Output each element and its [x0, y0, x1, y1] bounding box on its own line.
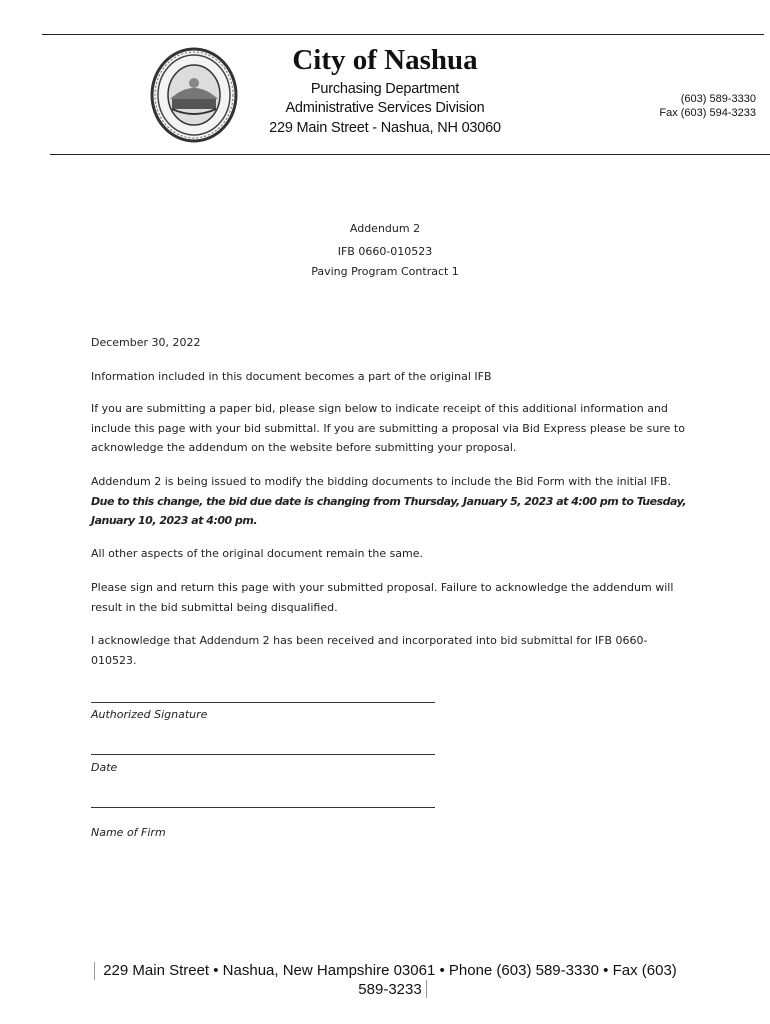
- fax-number: Fax (603) 594-3233: [659, 107, 756, 119]
- division-name: Administrative Services Division: [285, 100, 485, 116]
- paragraph-intro: Information included in this document becomes a part of the original IFB: [91, 370, 492, 383]
- paragraph-addendum-purpose: [91, 472, 691, 531]
- paragraph-acknowledgement: I acknowledge that Addendum 2 has been received and incorporated into bid submittal for IFB 0660-010523.: [91, 634, 648, 667]
- ifb-number: IFB 0660-010523: [337, 245, 433, 258]
- department-name: Purchasing Department: [310, 81, 460, 97]
- document-date: December 30, 2022: [91, 336, 201, 349]
- footer-address: 229 Main Street • Nashua, New Hampshire 03061 • Phone (603) 589-3330 • Fax (603) 589-3233: [103, 962, 677, 998]
- phone-number: (603) 589-3330: [680, 93, 756, 105]
- header-bottom-rule: [50, 154, 770, 155]
- authorized-signature-label: Authorized Signature: [91, 708, 208, 721]
- due-date-change-notice: Due to this change, the bid due date is changing from Thursday, January 5, 2023 at 4:00 pm to Tuesday, January 10, 2023 at 4:00 pm.: [91, 494, 687, 527]
- city-title: City of Nashua: [292, 44, 478, 76]
- date-label: Date: [91, 761, 118, 774]
- firm-name-line[interactable]: [91, 807, 435, 808]
- project-name: Paving Program Contract 1: [311, 265, 459, 278]
- header-address: 229 Main Street - Nashua, NH 03060: [269, 120, 501, 136]
- signature-line[interactable]: [91, 702, 435, 703]
- text-cursor-right: [426, 980, 427, 998]
- contact-block: [659, 92, 756, 120]
- header-top-rule: [42, 34, 764, 35]
- paragraph-other-aspects: All other aspects of the original document remain the same.: [91, 547, 424, 560]
- date-line[interactable]: [91, 754, 435, 755]
- paragraph-submission: If you are submitting a paper bid, please sign below to indicate receipt of this additional information and include this page with your bid submittal. If you are submitting a proposal via Bid Express please be sure to acknowledge the addendum on the website before submitting your proposal.: [91, 402, 685, 454]
- firm-name-label: Name of Firm: [91, 826, 166, 839]
- addendum-purpose-text: Addendum 2 is being issued to modify the bidding documents to include the Bid Form with the initial IFB.: [91, 475, 671, 488]
- addendum-title: Addendum 2: [349, 222, 421, 235]
- paragraph-sign-return: Please sign and return this page with your submitted proposal. Failure to acknowledge the addendum will result in the bid submittal being disqualified.: [91, 581, 674, 614]
